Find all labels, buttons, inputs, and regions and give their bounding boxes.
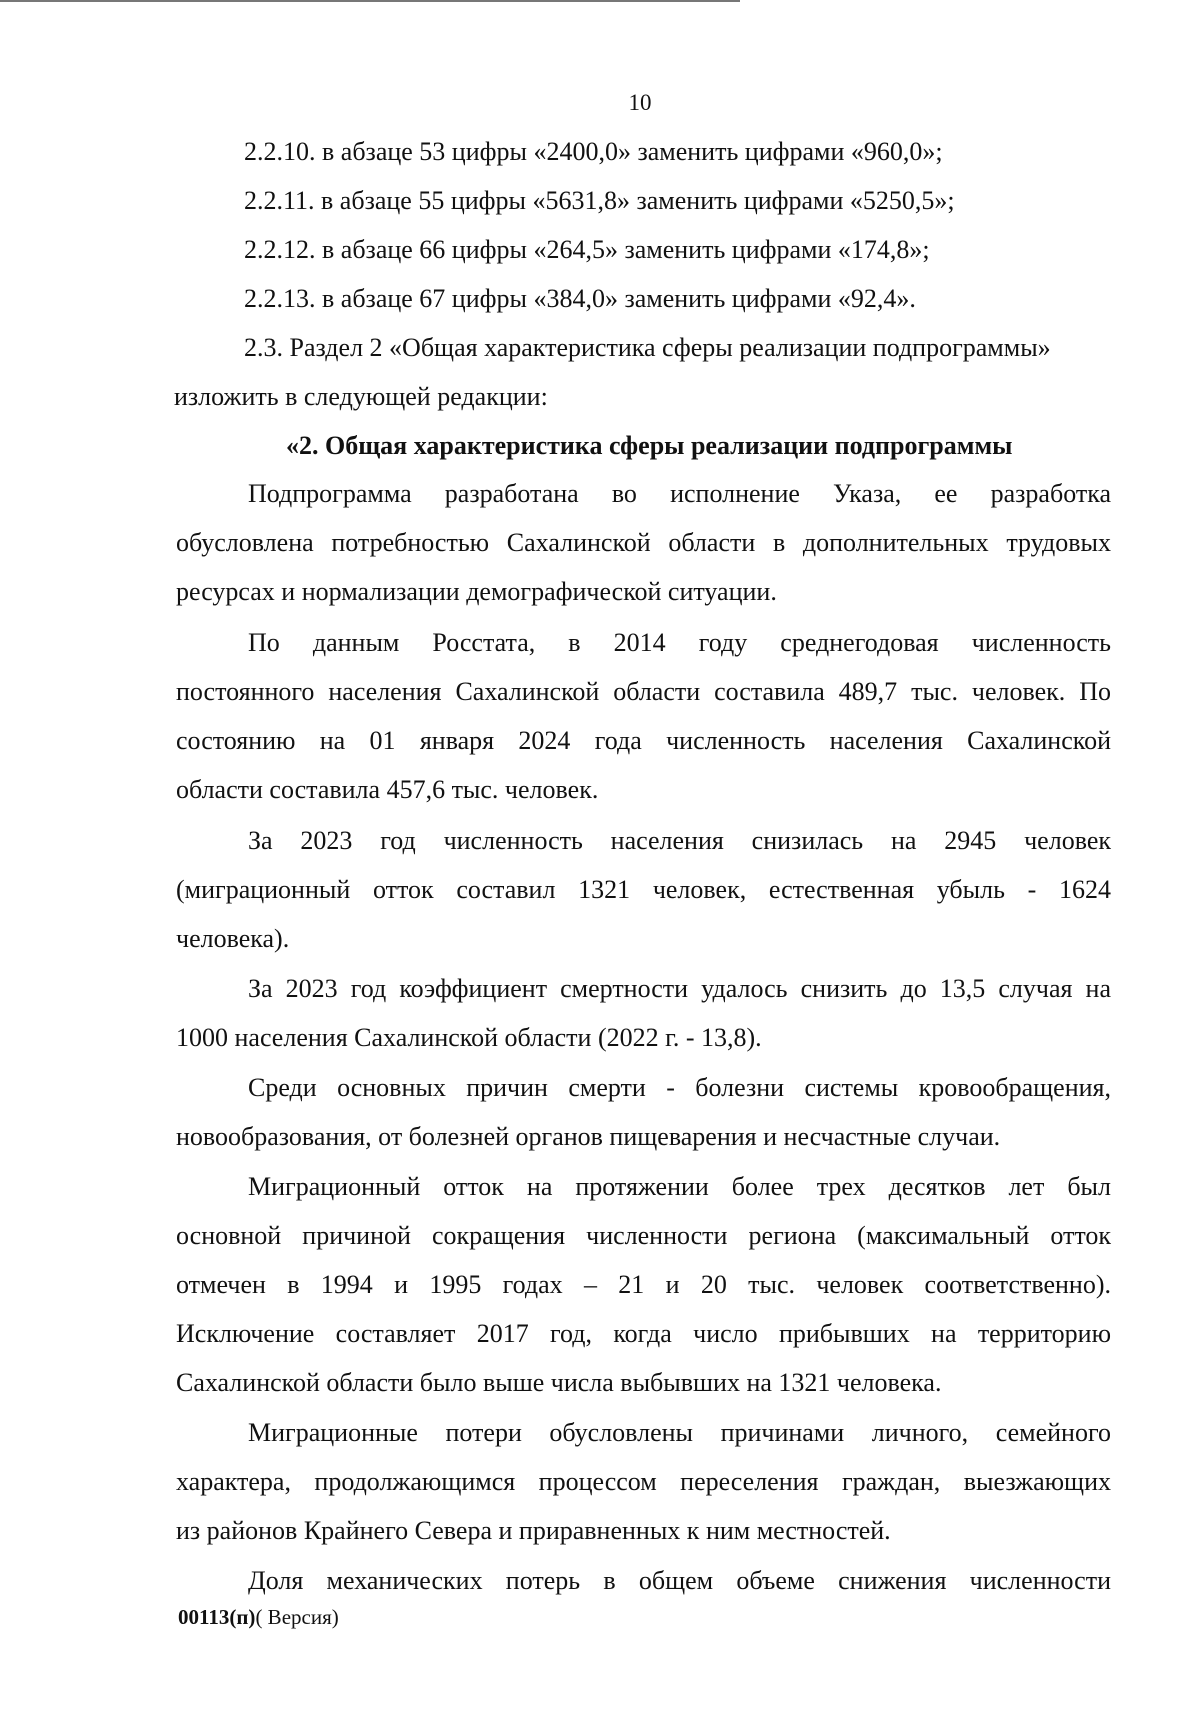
paragraph-line: Среди основных причин смерти - болезни системы кровообращения, xyxy=(248,1073,1111,1102)
paragraph-line: Доля механических потерь в общем объеме снижения численности xyxy=(248,1566,1111,1595)
paragraph-line: Миграционные потери обусловлены причинами личного, семейного xyxy=(248,1418,1111,1447)
paragraph-line: постоянного населения Сахалинской области составила 489,7 тыс. человек. По xyxy=(176,677,1111,706)
paragraph-line: За 2023 год численность населения снизилась на 2945 человек xyxy=(248,826,1111,855)
document-version: ( Версия) xyxy=(255,1605,339,1629)
paragraph-line: обусловлена потребностью Сахалинской области в дополнительных трудовых xyxy=(176,528,1111,557)
paragraph-line: новообразования, от болезней органов пищеварения и несчастные случаи. xyxy=(176,1122,1001,1151)
paragraph-line: отмечен в 1994 и 1995 годах – 21 и 20 тыс. человек соответственно). xyxy=(176,1270,1111,1299)
paragraph-line: По данным Росстата, в 2014 году среднегодовая численность xyxy=(248,628,1111,657)
paragraph-line: Миграционный отток на протяжении более трех десятков лет был xyxy=(248,1172,1111,1201)
document-code xyxy=(178,1605,339,1630)
document-number: 00113(п) xyxy=(178,1605,256,1629)
paragraph-line: Подпрограмма разработана во исполнение Указа, ее разработка xyxy=(248,479,1111,508)
paragraph-line: (миграционный отток составил 1321 человек, естественная убыль - 1624 xyxy=(176,875,1111,904)
amendment-2-2-12: 2.2.12. в абзаце 66 цифры «264,5» заменить цифрами «174,8»; xyxy=(244,235,930,264)
amendment-2-2-13: 2.2.13. в абзаце 67 цифры «384,0» заменить цифрами «92,4». xyxy=(244,284,916,313)
paragraph-line: Исключение составляет 2017 год, когда число прибывших на территорию xyxy=(176,1319,1111,1348)
amendment-2-2-11: 2.2.11. в абзаце 55 цифры «5631,8» заменить цифрами «5250,5»; xyxy=(244,186,955,215)
paragraph-line: человека). xyxy=(176,924,290,953)
paragraph-line: из районов Крайнего Севера и приравненных к ним местностей. xyxy=(176,1516,891,1545)
paragraph-line: состоянию на 01 января 2024 года численность населения Сахалинской xyxy=(176,726,1111,755)
section-intro-line: изложить в следующей редакции: xyxy=(174,382,548,411)
top-scan-rule xyxy=(0,0,740,2)
paragraph-line: 1000 населения Сахалинской области (2022 г. - 13,8). xyxy=(176,1023,762,1052)
paragraph-line: За 2023 год коэффициент смертности удалось снизить до 13,5 случая на xyxy=(248,974,1111,1003)
section-heading: «2. Общая характеристика сферы реализации подпрограммы xyxy=(286,431,1013,460)
paragraph-line: основной причиной сокращения численности региона (максимальный отток xyxy=(176,1221,1111,1250)
paragraph-line: Сахалинской области было выше числа выбывших на 1321 человека. xyxy=(176,1368,942,1397)
paragraph-line: области составила 457,6 тыс. человек. xyxy=(176,775,599,804)
paragraph-line: характера, продолжающимся процессом переселения граждан, выезжающих xyxy=(176,1467,1111,1496)
page-number: 10 xyxy=(628,90,652,115)
section-intro-line: 2.3. Раздел 2 «Общая характеристика сферы реализации подпрограммы» xyxy=(244,333,1051,362)
amendment-2-2-10: 2.2.10. в абзаце 53 цифры «2400,0» заменить цифрами «960,0»; xyxy=(244,137,943,166)
paragraph-line: ресурсах и нормализации демографической ситуации. xyxy=(176,577,777,606)
